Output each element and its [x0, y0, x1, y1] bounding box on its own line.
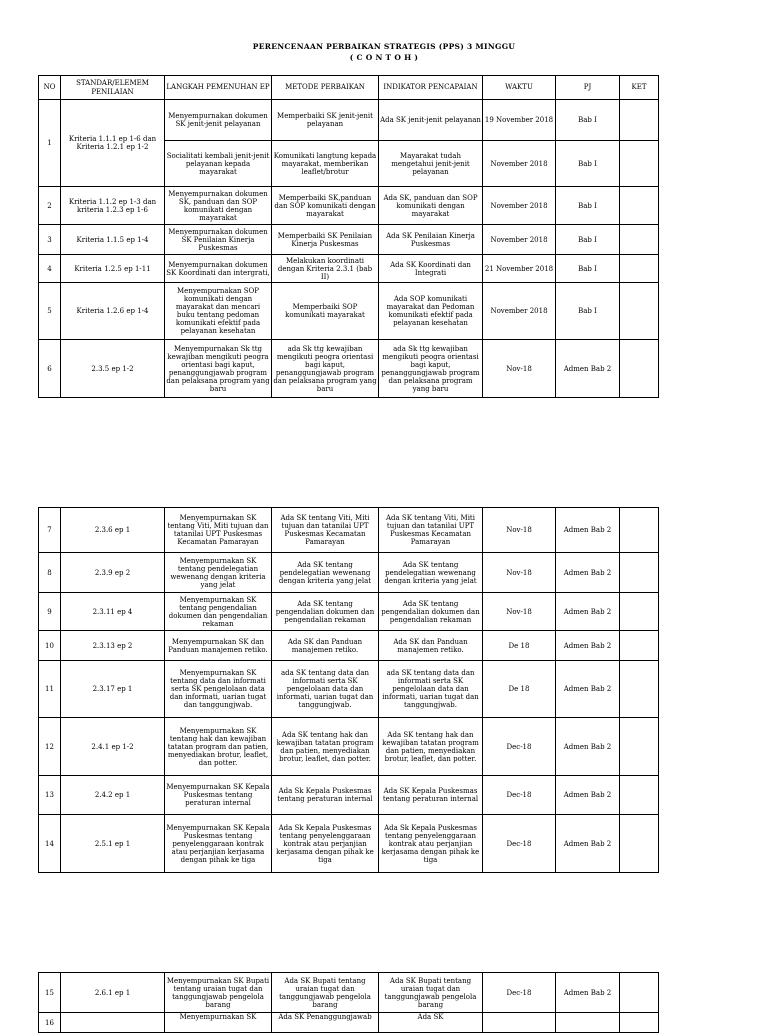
- table-row: [39, 508, 659, 553]
- cell-no: 8: [39, 553, 61, 593]
- cell-standar: 2.4.1 ep 1-2: [61, 718, 165, 776]
- cell-ket: [620, 283, 659, 340]
- cell-langkah: Menyempurnakan dokumen SK jenit-jenit pelayanan: [165, 100, 272, 141]
- pps-table-2: [38, 507, 659, 873]
- table-row: [39, 100, 659, 141]
- table-row: [39, 283, 659, 340]
- table-row: [39, 815, 659, 873]
- header-langkah: LANGKAH PEMENUHAN EP: [165, 76, 272, 100]
- header-standar: STANDAR/ELEMEM PENILAIAN: [61, 76, 165, 100]
- cell-no: 13: [39, 776, 61, 815]
- cell-standar: 2.3.9 ep 2: [61, 553, 165, 593]
- cell-standar: 2.3.11 ep 4: [61, 593, 165, 631]
- cell-metode: Ada SK tentang pengendalian dokumen dan pengendalian rekaman: [272, 593, 379, 631]
- cell-ket: [620, 100, 659, 141]
- cell-no: 10: [39, 631, 61, 661]
- cell-indikator: Ada Sk Kepala Puskesmas tentang penyelenggaraan kontrak atau perjanjian kerjasama dengan pihak ke tiga: [379, 815, 483, 873]
- cell-standar: 2.4.2 ep 1: [61, 776, 165, 815]
- table-header-row: [39, 76, 659, 100]
- cell-no: 9: [39, 593, 61, 631]
- cell-metode: Ada SK tentang hak dan kewajiban tatatan program dan patien, menyediakan brotur, leaflet, dan potter.: [272, 718, 379, 776]
- cell-indikator: Ada SK tentang Viti, Miti tujuan dan tatanilai UPT Puskesmas Kecamatan Pamarayan: [379, 508, 483, 553]
- cell-langkah: Menyempurnakan SK dan Panduan manajemen retiko.: [165, 631, 272, 661]
- cell-langkah: Menyempurnakan SK Kepala Puskesmas tentang penyelenggaraan kontrak atau perjanjian kerjasama dengan pihak ke tiga: [165, 815, 272, 873]
- cell-metode: Ada Sk Kepala Puskesmas tentang peraturan internal: [272, 776, 379, 815]
- cell-waktu: November 2018: [483, 283, 556, 340]
- cell-waktu: Nov-18: [483, 340, 556, 398]
- cell-waktu: Nov-18: [483, 553, 556, 593]
- table-row: [39, 776, 659, 815]
- cell-langkah: Menyempurnakan SK tentang data dan informati serta SK pengelolaan data dan informati, uarian tugat dan tanggungjwab.: [165, 661, 272, 718]
- cell-pj: Bab I: [556, 187, 620, 225]
- cell-indikator: Ada SOP komunikati mayarakat dan Pedoman komunikati efektif pada pelayanan kesehatan: [379, 283, 483, 340]
- cell-standar: Kriteria 1.1.5 ep 1-4: [61, 225, 165, 255]
- cell-pj: Bab I: [556, 225, 620, 255]
- cell-indikator: ada Sk ttg kewajiban mengikuti peogra orientasi bagi kaput, penanggungjawab program dan pelaksana program yang baru: [379, 340, 483, 398]
- cell-pj: Admen Bab 2: [556, 776, 620, 815]
- cell-metode: ada Sk ttg kewajiban mengikuti peogra orientasi bagi kaput, penanggungjawab program dan pelaksana program yang baru: [272, 340, 379, 398]
- cell-waktu: Dec-18: [483, 718, 556, 776]
- cell-metode: Memperbaiki SK,panduan dan SOP komunikati dengan mayarakat: [272, 187, 379, 225]
- cell-no: 7: [39, 508, 61, 553]
- table-row: [39, 255, 659, 283]
- cell-ket: [620, 508, 659, 553]
- cell-indikator: Ada SK: [379, 1013, 483, 1033]
- cell-pj: Admen Bab 2: [556, 631, 620, 661]
- cell-metode: Ada SK tentang pendelegatian wewenang dengan kriteria yang jelat: [272, 553, 379, 593]
- cell-indikator: ada SK tentang data dan informati serta SK pengelolaan data dan informati, uarian tugat dan tanggungjwab.: [379, 661, 483, 718]
- table-row: [39, 340, 659, 398]
- table-row: [39, 1013, 659, 1033]
- cell-indikator: Ada SK tentang hak dan kewajiban tatatan program dan patien, menyediakan brotur, leaflet, dan potter.: [379, 718, 483, 776]
- cell-metode: Memperbaiki SK Penilaian Kinerja Puskesmas: [272, 225, 379, 255]
- cell-indikator: Ada SK tentang pengendalian dokumen dan pengendalian rekaman: [379, 593, 483, 631]
- cell-indikator: Ada SK dan Panduan manajemen retiko.: [379, 631, 483, 661]
- cell-ket: [620, 255, 659, 283]
- cell-langkah: Menyempurnakan SK Bupati tentang uraian tugat dan tanggungjawab pengelola barang: [165, 973, 272, 1013]
- cell-pj: Admen Bab 2: [556, 508, 620, 553]
- cell-ket: [620, 141, 659, 187]
- cell-indikator: Ada SK Bupati tentang uraian tugat dan tanggungjawab pengelola barang: [379, 973, 483, 1013]
- cell-ket: [620, 225, 659, 255]
- cell-langkah: Menyempurnakan SK tentang hak dan kewajiban tatatan program dan patien, menyediakan brotur, leaflet, dan potter.: [165, 718, 272, 776]
- cell-indikator: Mayarakat tudah mengetahui jenit-jenit pelayanan: [379, 141, 483, 187]
- cell-pj: Bab I: [556, 141, 620, 187]
- cell-ket: [620, 973, 659, 1013]
- header-pj: PJ: [556, 76, 620, 100]
- cell-waktu: Nov-18: [483, 508, 556, 553]
- cell-metode: Ada SK dan Panduan manajemen retiko.: [272, 631, 379, 661]
- cell-waktu: Dec-18: [483, 776, 556, 815]
- cell-waktu: 19 November 2018: [483, 100, 556, 141]
- cell-langkah: Menyempurnakan SK tentang pengendalian dokumen dan pengendalian rekaman: [165, 593, 272, 631]
- cell-pj: Admen Bab 2: [556, 661, 620, 718]
- cell-no: 11: [39, 661, 61, 718]
- cell-indikator: Ada SK Kepala Puskesmas tentang peraturan internal: [379, 776, 483, 815]
- header-metode: METODE PERBAIKAN: [272, 76, 379, 100]
- cell-ket: [620, 631, 659, 661]
- cell-langkah: Menyempurnakan SK: [165, 1013, 272, 1033]
- cell-no: 15: [39, 973, 61, 1013]
- table-row: [39, 631, 659, 661]
- table-row: [39, 187, 659, 225]
- cell-no: 14: [39, 815, 61, 873]
- cell-pj: Admen Bab 2: [556, 593, 620, 631]
- cell-standar: Kriteria 1.1.1 ep 1-6 dan Kriteria 1.2.1 ep 1-2: [61, 100, 165, 187]
- cell-standar: 2.3.6 ep 1: [61, 508, 165, 553]
- cell-no: 4: [39, 255, 61, 283]
- cell-no: 3: [39, 225, 61, 255]
- cell-pj: [556, 1013, 620, 1033]
- cell-langkah: Menyempurnakan SOP komunikati dengan mayarakat dan mencari buku tentang pedoman komunikati efektif pada pelayanan kesehatan: [165, 283, 272, 340]
- cell-langkah: Socialitati kembali jenit-jenit pelayanan kepada mayarakat: [165, 141, 272, 187]
- table-row: [39, 593, 659, 631]
- cell-ket: [620, 593, 659, 631]
- cell-metode: Memperbaiki SOP komunikati mayarakat: [272, 283, 379, 340]
- cell-metode: Komunikati langtung kepada mayarakat, memberikan leaflet/brotur: [272, 141, 379, 187]
- cell-ket: [620, 187, 659, 225]
- cell-langkah: Menyempurnakan SK tentang pendelegatian wewenang dengan kriteria yang jelat: [165, 553, 272, 593]
- table-row: [39, 973, 659, 1013]
- cell-langkah: Menyempurnakan dokumen SK, panduan dan SOP komunikati dengan mayarakat: [165, 187, 272, 225]
- header-ket: KET: [620, 76, 659, 100]
- document-title: PERENCENAAN PERBAIKAN STRATEGIS (PPS) 3 MINGGU: [252, 42, 516, 51]
- cell-metode: Memperbaiki SK jenit-jenit pelayanan: [272, 100, 379, 141]
- cell-no: 5: [39, 283, 61, 340]
- cell-standar: 2.6.1 ep 1: [61, 973, 165, 1013]
- cell-standar: 2.3.5 ep 1-2: [61, 340, 165, 398]
- cell-ket: [620, 718, 659, 776]
- cell-waktu: [483, 1013, 556, 1033]
- cell-metode: Ada Sk Kepala Puskesmas tentang penyelenggaraan kontrak atau perjanjian kerjasama dengan pihak ke tiga: [272, 815, 379, 873]
- cell-standar: [61, 1013, 165, 1033]
- cell-langkah: Menyempurnakan SK tentang Viti, Miti tujuan dan tatanilai UPT Puskesmas Kecamatan Pamarayan: [165, 508, 272, 553]
- cell-no: 6: [39, 340, 61, 398]
- header-indikator: INDIKATOR PENCAPAIAN: [379, 76, 483, 100]
- cell-ket: [620, 1013, 659, 1033]
- cell-waktu: De 18: [483, 661, 556, 718]
- cell-pj: Bab I: [556, 283, 620, 340]
- pps-table-1: [38, 75, 659, 398]
- cell-langkah: Menyempurnakan dokumen SK Koordinati dan intergrati,: [165, 255, 272, 283]
- cell-metode: Ada SK Bupati tentang uraian tugat dan tanggungjawab pengelola barang: [272, 973, 379, 1013]
- cell-standar: Kriteria 1.2.6 ep 1-4: [61, 283, 165, 340]
- cell-ket: [620, 661, 659, 718]
- cell-standar: 2.3.13 ep 2: [61, 631, 165, 661]
- cell-standar: 2.3.17 ep 1: [61, 661, 165, 718]
- cell-langkah: Menyempurnakan Sk ttg kewajiban mengikuti peogra orientasi bagi kaput, penanggungjawab program dan pelaksana program yang baru: [165, 340, 272, 398]
- cell-metode: Ada SK Penanggungjawab: [272, 1013, 379, 1033]
- cell-pj: Bab I: [556, 255, 620, 283]
- cell-indikator: Ada SK, panduan dan SOP komunikati dengan mayarakat: [379, 187, 483, 225]
- table-row: [39, 553, 659, 593]
- cell-pj: Admen Bab 2: [556, 718, 620, 776]
- cell-indikator: Ada SK tentang pendelegatian wewenang dengan kriteria yang jelat: [379, 553, 483, 593]
- cell-waktu: 21 November 2018: [483, 255, 556, 283]
- cell-standar: Kriteria 1.2.5 ep 1-11: [61, 255, 165, 283]
- cell-waktu: Dec-18: [483, 815, 556, 873]
- cell-pj: Admen Bab 2: [556, 553, 620, 593]
- cell-ket: [620, 815, 659, 873]
- cell-indikator: Ada SK jenit-jenit pelayanan: [379, 100, 483, 141]
- cell-waktu: Dec-18: [483, 973, 556, 1013]
- cell-metode: Ada SK tentang Viti, Miti tujuan dan tatanilai UPT Puskesmas Kecamatan Pamarayan: [272, 508, 379, 553]
- table-row: [39, 718, 659, 776]
- cell-ket: [620, 553, 659, 593]
- cell-pj: Admen Bab 2: [556, 973, 620, 1013]
- cell-no: 12: [39, 718, 61, 776]
- cell-langkah: Menyempurnakan dokumen SK Penilaian Kinerja Puskesmas: [165, 225, 272, 255]
- cell-standar: Kriteria 1.1.2 ep 1-3 dan kriteria 1.2.3 ep 1-6: [61, 187, 165, 225]
- cell-pj: Admen Bab 2: [556, 815, 620, 873]
- cell-ket: [620, 776, 659, 815]
- cell-waktu: November 2018: [483, 187, 556, 225]
- document-subtitle: ( C O N T O H ): [349, 53, 419, 62]
- cell-waktu: November 2018: [483, 141, 556, 187]
- cell-ket: [620, 340, 659, 398]
- cell-metode: ada SK tentang data dan informati serta SK pengelolaan data dan informati, uarian tugat dan tanggungjwab.: [272, 661, 379, 718]
- cell-waktu: Nov-18: [483, 593, 556, 631]
- cell-langkah: Menyempurnakan SK Kepala Puskesmas tentang peraturan internal: [165, 776, 272, 815]
- table-row: [39, 661, 659, 718]
- cell-no: 16: [39, 1013, 61, 1033]
- cell-no: 1: [39, 100, 61, 187]
- cell-no: 2: [39, 187, 61, 225]
- cell-metode: Melakukan koordinati dengan Kriteria 2.3.1 (bab II): [272, 255, 379, 283]
- header-no: NO: [39, 76, 61, 100]
- cell-waktu: November 2018: [483, 225, 556, 255]
- header-waktu: WAKTU: [483, 76, 556, 100]
- cell-indikator: Ada SK Koordinati dan Integrati: [379, 255, 483, 283]
- cell-indikator: Ada SK Penilaian Kinerja Puskesmas: [379, 225, 483, 255]
- cell-pj: Bab I: [556, 100, 620, 141]
- cell-waktu: De 18: [483, 631, 556, 661]
- cell-standar: 2.5.1 ep 1: [61, 815, 165, 873]
- cell-pj: Admen Bab 2: [556, 340, 620, 398]
- table-row: [39, 225, 659, 255]
